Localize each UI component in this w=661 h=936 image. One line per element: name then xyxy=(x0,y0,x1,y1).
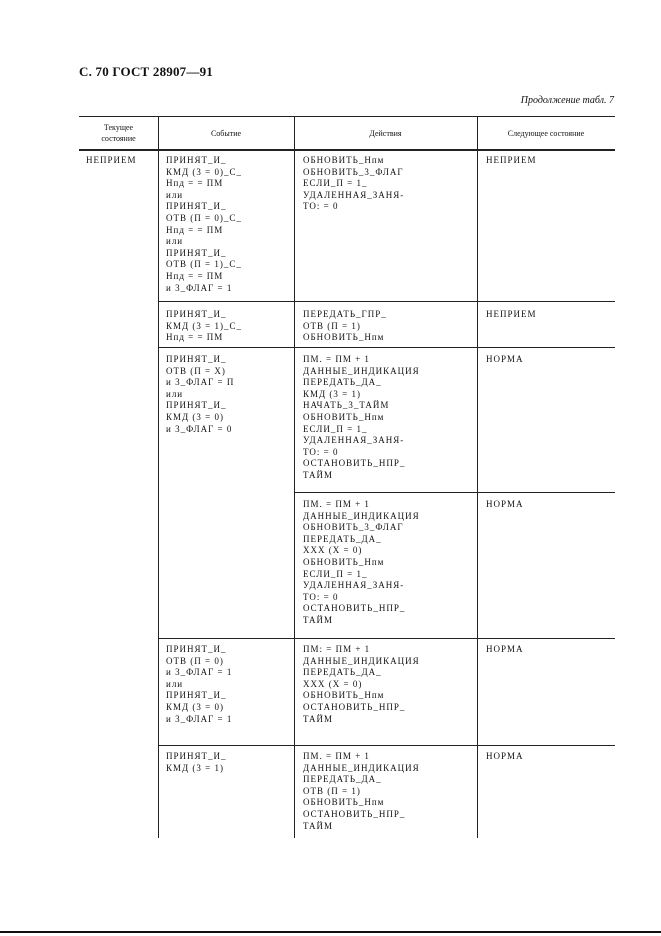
column-header-current-state: Текущее состояние xyxy=(101,123,136,143)
next-state-cell: НЕПРИЕМ xyxy=(486,309,537,319)
table-continuation-note: Продолжение табл. 7 xyxy=(520,95,614,106)
event-cell: ПРИНЯТ_И_ ОТВ (П = 0) и 3_ФЛАГ = 1 или ПРИНЯТ_И_ КМД (3 = 0) и 3_ФЛАГ = 1 xyxy=(166,644,233,724)
next-state-cell: НОРМА xyxy=(486,499,524,509)
table-top-rule xyxy=(79,116,615,117)
action-cell: ПЕРЕДАТЬ_ГПР_ ОТВ (П = 1) ОБНОВИТЬ_Нпм xyxy=(303,309,387,343)
column-divider xyxy=(158,116,159,838)
next-state-cell: НОРМА xyxy=(486,354,524,364)
row-divider xyxy=(294,492,615,493)
event-cell: ПРИНЯТ_И_ КМД (3 = 1)_С_ Нпд = = ПМ xyxy=(166,309,242,343)
action-cell: ОБНОВИТЬ_Нпм ОБНОВИТЬ_3_ФЛАГ ЕСЛИ_П = 1_ УДАЛЕННАЯ_ЗАНЯ- ТО: = 0 xyxy=(303,155,405,212)
next-state-cell: НЕПРИЕМ xyxy=(486,155,537,165)
event-cell: ПРИНЯТ_И_ КМД (3 = 0)_С_ Нпд = = ПМ или ПРИНЯТ_И_ ОТВ (П = 0)_С_ Нпд = = ПМ или ПРИНЯТ_И_ ОТВ (П = 1)_С_ Нпд = = ПМ и 3_ФЛАГ = 1 xyxy=(166,155,242,293)
event-cell: ПРИНЯТ_И_ КМД (3 = 1) xyxy=(166,751,227,773)
event-cell: ПРИНЯТ_И_ ОТВ (П = X) и 3_ФЛАГ = П или ПРИНЯТ_И_ КМД (3 = 0) и 3_ФЛАГ = 0 xyxy=(166,354,235,434)
column-header-next-state: Следующее состояние xyxy=(507,128,585,138)
row-divider xyxy=(158,745,615,746)
column-header-actions: Действия xyxy=(369,128,402,138)
column-header-event: Событие xyxy=(210,128,242,138)
row-divider xyxy=(158,638,615,639)
row-divider xyxy=(158,347,615,348)
action-cell: ПМ: = ПМ + 1 ДАННЫЕ_ИНДИКАЦИЯ ПЕРЕДАТЬ_ДА_ ХХХ (X = 0) ОБНОВИТЬ_Нпм ОСТАНОВИТЬ_НПР_ ТАЙМ xyxy=(303,644,420,724)
page-bottom-rule xyxy=(0,931,661,933)
column-divider xyxy=(294,116,295,838)
action-cell: ПМ. = ПМ + 1 ДАННЫЕ_ИНДИКАЦИЯ ПЕРЕДАТЬ_ДА_ ОТВ (П = 1) ОБНОВИТЬ_Нпм ОСТАНОВИТЬ_НПР_ ТАЙМ xyxy=(303,751,420,831)
header-bottom-rule xyxy=(79,149,615,151)
current-state-cell: НЕПРИЕМ xyxy=(86,155,137,165)
next-state-cell: НОРМА xyxy=(486,751,524,761)
row-divider xyxy=(158,301,615,302)
action-cell: ПМ. = ПМ + 1 ДАННЫЕ_ИНДИКАЦИЯ ПЕРЕДАТЬ_ДА_ КМД (3 = 1) НАЧАТЬ_3_ТАЙМ ОБНОВИТЬ_Нпм ЕСЛИ_П = 1_ УДАЛЕННАЯ_ЗАНЯ- ТО: = 0 ОСТАНОВИТЬ_НПР_ ТАЙМ xyxy=(303,354,420,480)
action-cell: ПМ. = ПМ + 1 ДАННЫЕ_ИНДИКАЦИЯ ОБНОВИТЬ_3_ФЛАГ ПЕРЕДАТЬ_ДА_ ХХХ (X = 0) ОБНОВИТЬ_Нпм ЕСЛИ_П = 1_ УДАЛЕННАЯ_ЗАНЯ- ТО: = 0 ОСТАНОВИТЬ_НПР_ ТАЙМ xyxy=(303,499,420,625)
next-state-cell: НОРМА xyxy=(486,644,524,654)
column-divider xyxy=(477,116,478,838)
page-header: С. 70 ГОСТ 28907—91 xyxy=(79,64,213,79)
